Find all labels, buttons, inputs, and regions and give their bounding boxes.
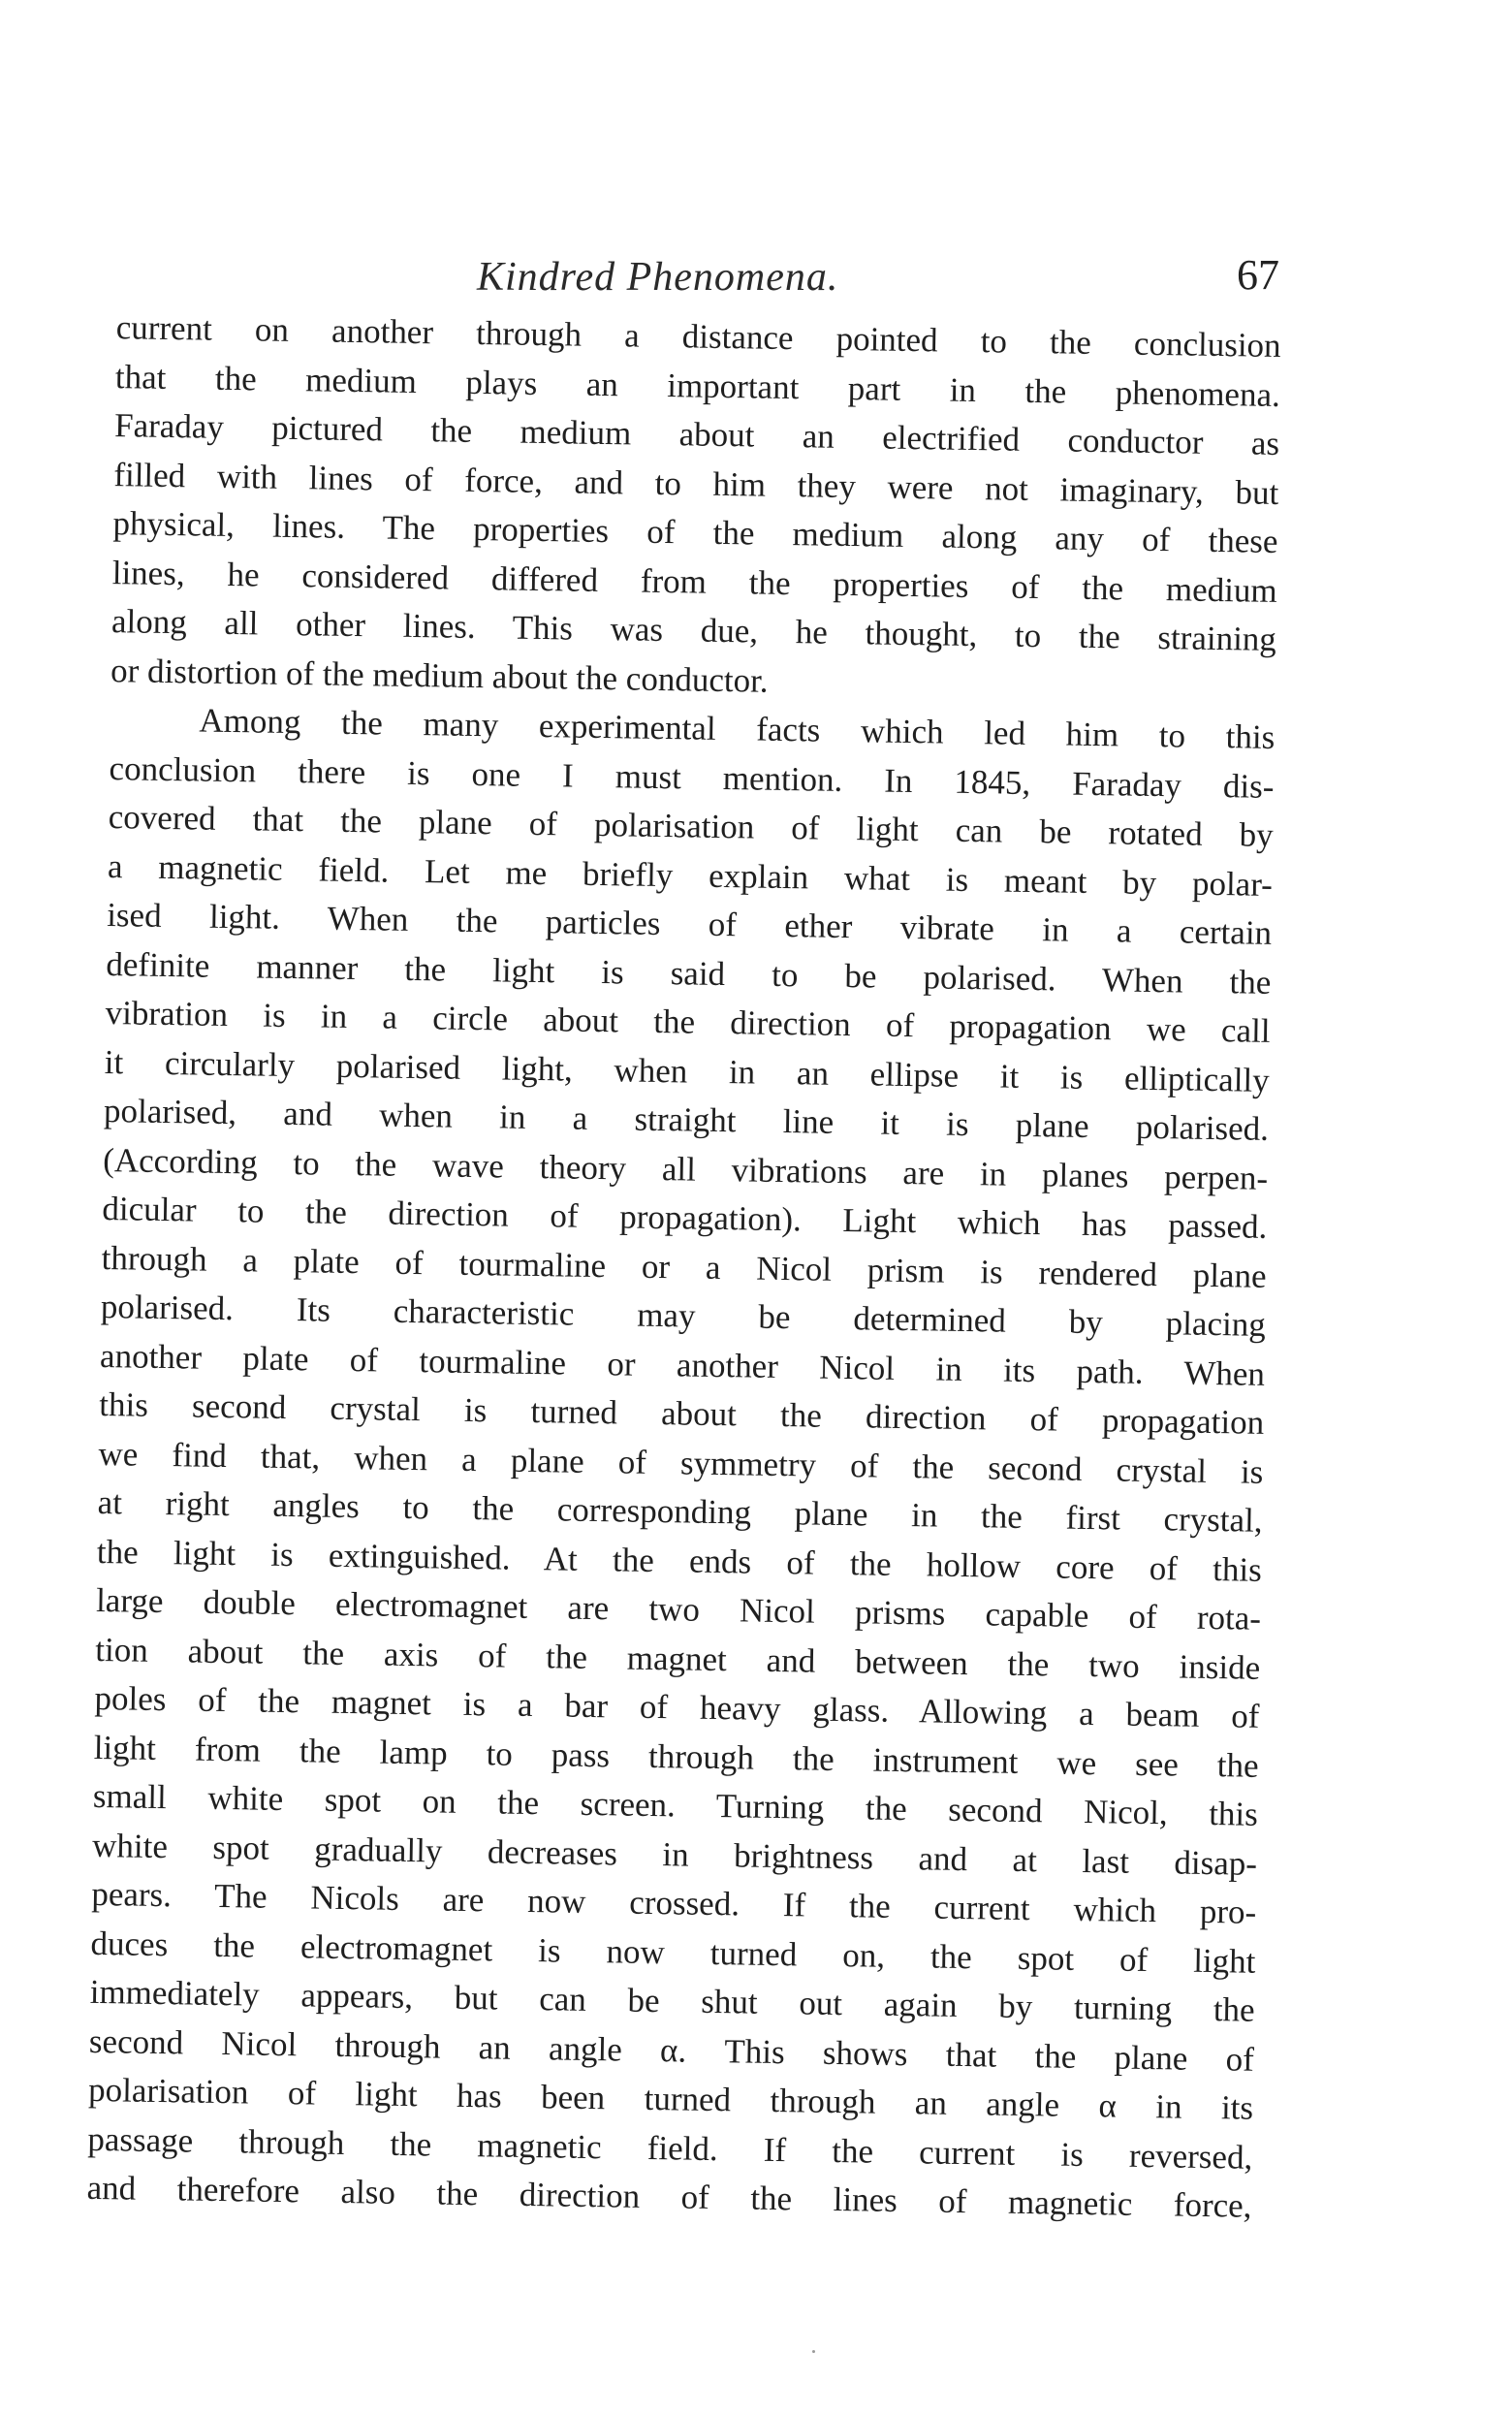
text-line: second Nicol through an angle α. This shows that the plane of	[88, 2021, 1255, 2079]
text-line: vibration is in a circle about the direction of propagation we call	[105, 994, 1271, 1050]
text-line: lines, he considered differed from the properties of the medium	[111, 553, 1277, 610]
text-line: the light is extinguished. At the ends of the hollow core of this	[96, 1532, 1263, 1589]
text-line: ised light. When the particles of ether vibrate in a certain	[106, 896, 1273, 952]
text-line: filled with lines of force, and to him they were not imaginary, but	[113, 455, 1279, 512]
running-head-title: Kindred Phenomena.	[477, 255, 839, 300]
text-line: small white spot on the screen. Turning the second Nicol, this	[92, 1776, 1259, 1833]
text-line: current on another through a distance pointed to the conclusion	[115, 308, 1281, 365]
text-line: duces the electromagnet is now turned on, the spot of light	[90, 1924, 1256, 1981]
text-line: another plate of tourmaline or another Nicol in its path. When	[99, 1336, 1266, 1393]
text-line: polarised. Its characteristic may be determined by placing	[100, 1287, 1267, 1344]
text-line: a magnetic field. Let me briefly explain what is meant by polar-	[107, 846, 1274, 904]
text-line: we find that, when a plane of symmetry of the second crystal is	[98, 1434, 1264, 1491]
text-line: along all other lines. This was due, he thought, to the straining	[110, 602, 1277, 658]
paragraph-first-line: Among the many experimental facts which led him to this	[199, 701, 1276, 756]
text-line: pears. The Nicols are now crossed. If the current which pro-	[91, 1874, 1257, 1931]
paper-speck	[812, 2350, 815, 2353]
text-line: it circularly polarised light, when in an ellipse it is elliptically	[104, 1042, 1271, 1099]
text-line: definite manner the light is said to be polarised. When the	[106, 944, 1272, 1002]
text-line: polarisation of light has been turned through an angle α in its	[87, 2070, 1254, 2127]
text-line: (According to the wave theory all vibrations are in planes perpen-	[102, 1140, 1269, 1197]
page-number: 67	[1237, 251, 1279, 299]
body-text	[86, 303, 1281, 2231]
text-line: that the medium plays an important part in the phenomena.	[114, 357, 1281, 414]
text-line: covered that the plane of polarisation of light can be rotated by	[108, 798, 1274, 854]
text-line: large double electromagnet are two Nicol prisms capable of rota-	[95, 1580, 1262, 1638]
text-line: light from the lamp to pass through the instrument we see the	[93, 1728, 1259, 1785]
text-line: this second crystal is turned about the direction of propagation	[99, 1384, 1265, 1442]
text-line: passage through the magnetic field. If the current is reversed,	[87, 2119, 1253, 2177]
text-line: Faraday pictured the medium about an electrified conductor as	[113, 406, 1280, 462]
text-line: polarised, and when in a straight line it is plane polarised.	[103, 1092, 1270, 1148]
text-line: at right angles to the corresponding plane in the first crystal,	[97, 1482, 1263, 1540]
text-line: poles of the magnet is a bar of heavy glass. Allowing a beam of	[94, 1678, 1260, 1735]
running-head	[116, 251, 1279, 312]
text-line: or distortion of the medium about the conductor.	[110, 651, 769, 700]
text-line: immediately appears, but can be shut out again by turning the	[89, 1972, 1255, 2029]
text-line: conclusion there is one I must mention. In 1845, Faraday dis-	[109, 748, 1275, 806]
text-line: tion about the axis of the magnet and between the two inside	[95, 1630, 1261, 1687]
text-line: white spot gradually decreases in brightness and at last disap-	[91, 1826, 1258, 1883]
text-line: and therefore also the direction of the lines of magnetic force,	[86, 2168, 1252, 2225]
text-line: through a plate of tourmaline or a Nicol prism is rendered plane	[101, 1238, 1267, 1295]
text-line: physical, lines. The properties of the medium along any of these	[112, 504, 1278, 560]
text-line: dicular to the direction of propagation). Light which has passed.	[102, 1190, 1268, 1246]
